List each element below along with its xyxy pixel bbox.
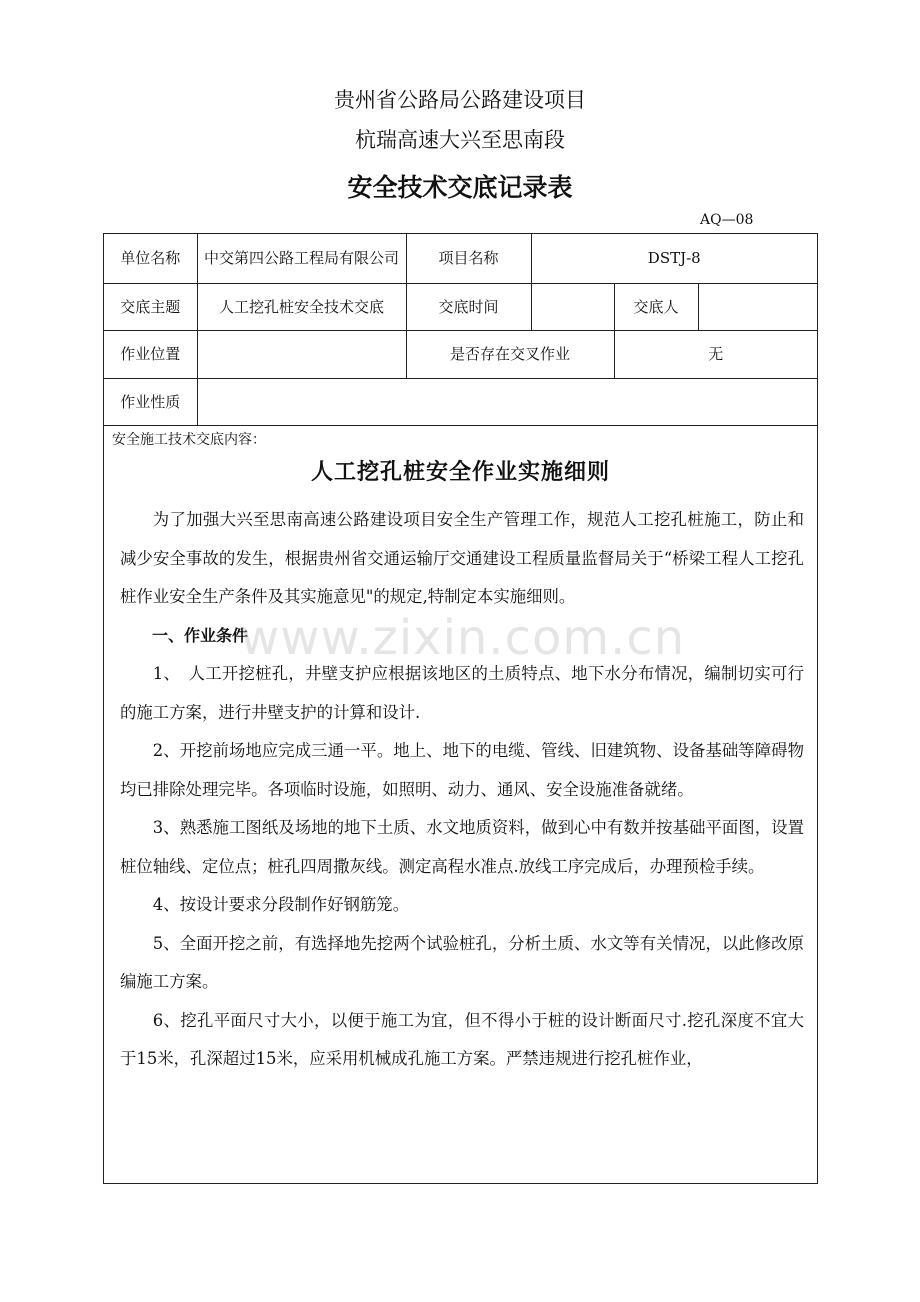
unit-value: 中交第四公路工程局有限公司 [197,234,406,283]
content-label: 安全施工技术交底内容： [112,432,266,448]
unit-label: 单位名称 [104,234,197,283]
list-item: 3、熟悉施工图纸及场地的地下土质、水文地质资料，做到心中有数并按基础平面图，设置桩位轴线、定位点；桩孔四周撒灰线。测定高程水准点.放线工序完成后，办理预检手续。 [120,818,804,876]
list-item: 2、开挖前场地应完成三通一平。地上、地下的电缆、管线、旧建筑物、设备基础等障碍物均已排除处理完毕。各项临时设施，如照明、动力、通风、安全设施准备就绪。 [120,741,804,799]
project-label: 项目名称 [406,234,531,283]
info-table [104,234,817,426]
location-value [197,330,406,378]
time-value [531,283,614,330]
body-title: 人工挖孔桩安全作业实施细则 [310,460,610,485]
intro-paragraph: 为了加强大兴至思南高速公路建设项目安全生产管理工作，规范人工挖孔桩施工，防止和减少安全事故的发生，根据贵州省交通运输厅交通建设工程质量监督局关于“桥梁工程人工挖孔桩作业安全生产条件及其实施意见"的规定,特制定本实施细则。 [120,510,804,606]
list-item: 4、按设计要求分段制作好钢筋笼。 [152,895,410,914]
header-line1: 贵州省公路局公路建设项目 [334,88,586,112]
cross-value: 无 [614,330,817,378]
list-item: 6、挖孔平面尺寸大小，以便于施工为宜，但不得小于桩的设计断面尺寸.挖孔深度不宜大于15米，孔深超过15米，应采用机械成孔施工方案。严禁违规进行挖孔桩作业， [120,1010,804,1068]
nature-value [197,378,817,425]
person-value [698,283,817,330]
content-body [120,501,804,1079]
list-item: 1、 人工开挖桩孔，井壁支护应根据该地区的土质特点、地下水分布情况，编制切实可行的施工方案，进行井壁支护的计算和设计. [120,664,804,722]
list-item: 5、全面开挖之前，有选择地先挖两个试验桩孔，分析土质、水文等有关情况，以此修改原编施工方案。 [120,933,804,991]
subject-label: 交底主题 [104,283,197,330]
cross-label: 是否存在交叉作业 [406,330,614,378]
time-label: 交底时间 [406,283,531,330]
section-heading: 一、作业条件 [152,625,249,645]
project-value: DSTJ-8 [531,234,817,283]
subject-value: 人工挖孔桩安全技术交底 [197,283,406,330]
header-line2: 杭瑞高速大兴至思南段 [355,128,565,152]
form-frame [103,233,818,1184]
nature-label: 作业性质 [104,378,197,425]
person-label: 交底人 [614,283,698,330]
form-code: AQ—08 [700,212,754,228]
location-label: 作业位置 [104,330,197,378]
watermark: www.zixin.com.cn [240,610,686,666]
form-title: 安全技术交底记录表 [347,173,573,202]
